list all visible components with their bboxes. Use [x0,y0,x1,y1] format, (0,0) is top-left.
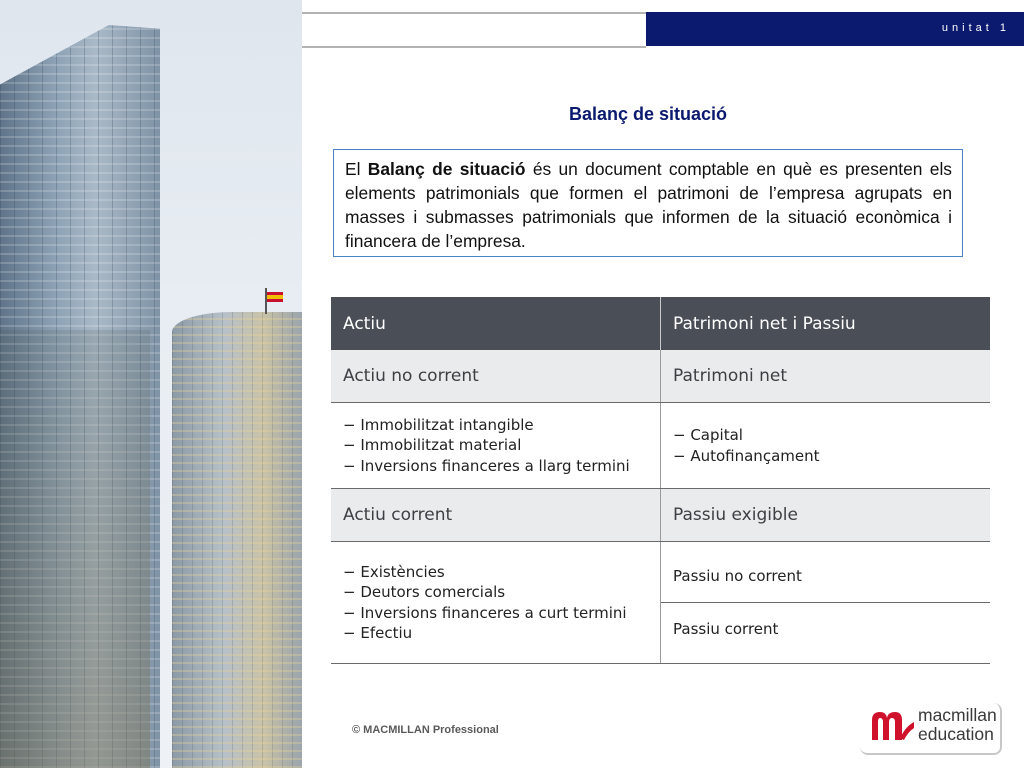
table-row [331,403,990,489]
actiu-corrent-title: Actiu corrent [331,489,661,542]
passiu-exigible-items [661,542,991,664]
list-item: − Capital [673,426,743,444]
actiu-corrent-items [331,542,661,664]
building-photo [0,0,302,768]
patrimoni-net-title: Patrimoni net [661,350,991,403]
copyright-text: © MACMILLAN Professional [352,724,499,736]
table-header-row [331,297,990,350]
patrimoni-net-items [661,403,991,489]
list-item: − Inversions financeres a llarg termini [343,456,630,475]
list-item: − Deutors comercials [343,583,506,601]
definition-box [333,149,963,257]
top-banner-white [302,12,646,48]
list-item: − Inversions financeres a curt termini [343,603,627,622]
list-item: − Efectiu [343,624,413,642]
header-actiu: Actiu [331,297,661,350]
actiu-no-corrent-items [331,403,661,489]
macmillan-logo [860,703,1002,755]
passiu-exigible-title: Passiu exigible [661,489,991,542]
definition-text: és un document comptable en què es presenten els elements patrimonials que formen el patrimoni de l’empresa agrupats en masses i submasses patrimonials que informen de la situació econòmica i financera de l’empresa. [345,159,952,251]
actiu-no-corrent-title: Actiu no corrent [331,350,661,403]
flag-icon [267,292,283,302]
passiu-no-corrent: Passiu no corrent [661,550,990,603]
unit-label: unitat 1 [941,22,1010,34]
list-item: − Existències [343,562,445,581]
logo-line2: education [918,724,994,744]
table-subheader-row [331,489,990,542]
logo-line1: macmillan [918,705,997,725]
definition-term: Balanç de situació [367,159,526,179]
header-patrimoni-passiu: Patrimoni net i Passiu [661,297,991,350]
skyscraper-reflection [0,330,150,768]
slide-title-text: Balanç de situació [568,104,728,124]
list-item: − Autofinançament [673,446,820,465]
macmillan-mark-icon [870,708,916,742]
skyscraper-right [172,312,302,768]
list-item: − Immobilitzat material [343,436,522,455]
balance-table [331,297,990,664]
table-row [331,542,990,664]
slide-title [302,104,1024,125]
logo-wordmark [918,706,997,744]
definition-lead: El [345,159,361,179]
passiu-corrent: Passiu corrent [673,619,779,638]
list-item: − Immobilitzat intangible [343,415,534,434]
top-banner-blue [646,12,1024,46]
table-subheader-row [331,350,990,403]
